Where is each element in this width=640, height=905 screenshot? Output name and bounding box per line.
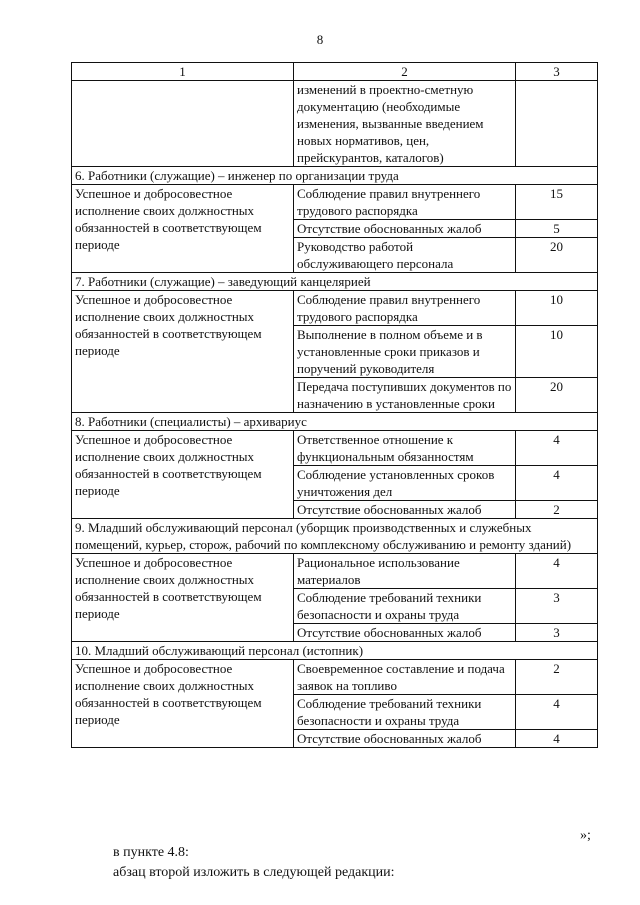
criterion-cell: Отсутствие обоснованных жалоб [294,730,516,748]
points-cell: 4 [516,431,598,466]
footer-line-2: абзац второй изложить в следующей редакции: [113,865,395,880]
criterion-cell: Соблюдение установленных сроков уничтожения дел [294,466,516,501]
continuation-row [72,81,598,167]
points-cell: 5 [516,220,598,238]
points-cell: 10 [516,326,598,378]
criterion-cell: Соблюдение требований техники безопасности и охраны труда [294,695,516,730]
criterion-cell: Руководство работой обслуживающего персонала [294,238,516,273]
section-title-8: 8. Работники (специалисты) – архивариус [72,413,598,431]
points-cell: 4 [516,730,598,748]
header-col-3: 3 [516,63,598,81]
criterion-cell: Соблюдение требований техники безопасности и охраны труда [294,589,516,624]
criterion-cell: Отсутствие обоснованных жалоб [294,624,516,642]
criterion-cell: Своевременное составление и подача заявок на топливо [294,660,516,695]
table-row [72,291,598,326]
section-title-9: 9. Младший обслуживающий персонал (уборщик производственных и служебных помещений, курьер, сторож, рабочий по комплексному обслуживанию и ремонту зданий) [72,519,598,554]
header-col-2: 2 [294,63,516,81]
criterion-cell: Отсутствие обоснованных жалоб [294,501,516,519]
criterion-cell: Передача поступивших документов по назначению в установленные сроки [294,378,516,413]
criterion-cell: Соблюдение правил внутреннего трудового распорядка [294,291,516,326]
points-cell: 10 [516,291,598,326]
footer-line-1: в пункте 4.8: [113,845,189,860]
continuation-text: изменений в проектно-сметную документацию (необходимые изменения, вызванные введением новых нормативов, цен, прейскурантов, каталогов) [294,81,516,167]
criterion-cell: Соблюдение правил внутреннего трудового распорядка [294,185,516,220]
points-cell: 4 [516,695,598,730]
section-title-row [72,642,598,660]
points-cell: 2 [516,501,598,519]
points-cell: 2 [516,660,598,695]
page-number: 8 [316,32,324,47]
points-cell: 4 [516,466,598,501]
header-col-1: 1 [72,63,294,81]
condition-cell: Успешное и добросовестное исполнение своих должностных обязанностей в соответствующем периоде [72,185,294,273]
points-cell: 15 [516,185,598,220]
criterion-cell: Ответственное отношение к функциональным обязанностям [294,431,516,466]
section-title-10: 10. Младший обслуживающий персонал (истопник) [72,642,598,660]
condition-cell: Успешное и добросовестное исполнение своих должностных обязанностей в соответствующем периоде [72,554,294,642]
criterion-cell: Выполнение в полном объеме и в установленные сроки приказов и поручений руководителя [294,326,516,378]
table-row [72,431,598,466]
closing-quote-mark: »; [580,828,591,843]
section-title-row [72,167,598,185]
points-cell: 3 [516,589,598,624]
section-title-row [72,273,598,291]
condition-cell: Успешное и добросовестное исполнение своих должностных обязанностей в соответствующем периоде [72,291,294,413]
criterion-cell: Рациональное использование материалов [294,554,516,589]
bonus-criteria-table [71,62,598,748]
section-title-7: 7. Работники (служащие) – заведующий канцелярией [72,273,598,291]
criterion-cell: Отсутствие обоснованных жалоб [294,220,516,238]
points-cell: 20 [516,378,598,413]
table-row [72,554,598,589]
condition-cell: Успешное и добросовестное исполнение своих должностных обязанностей в соответствующем периоде [72,660,294,748]
table-row [72,660,598,695]
section-title-row [72,519,598,554]
points-cell: 3 [516,624,598,642]
points-cell: 20 [516,238,598,273]
header-row [72,63,598,81]
condition-cell: Успешное и добросовестное исполнение своих должностных обязанностей в соответствующем периоде [72,431,294,519]
table-row [72,185,598,220]
section-title-row [72,413,598,431]
section-title-6: 6. Работники (служащие) – инженер по организации труда [72,167,598,185]
points-cell: 4 [516,554,598,589]
